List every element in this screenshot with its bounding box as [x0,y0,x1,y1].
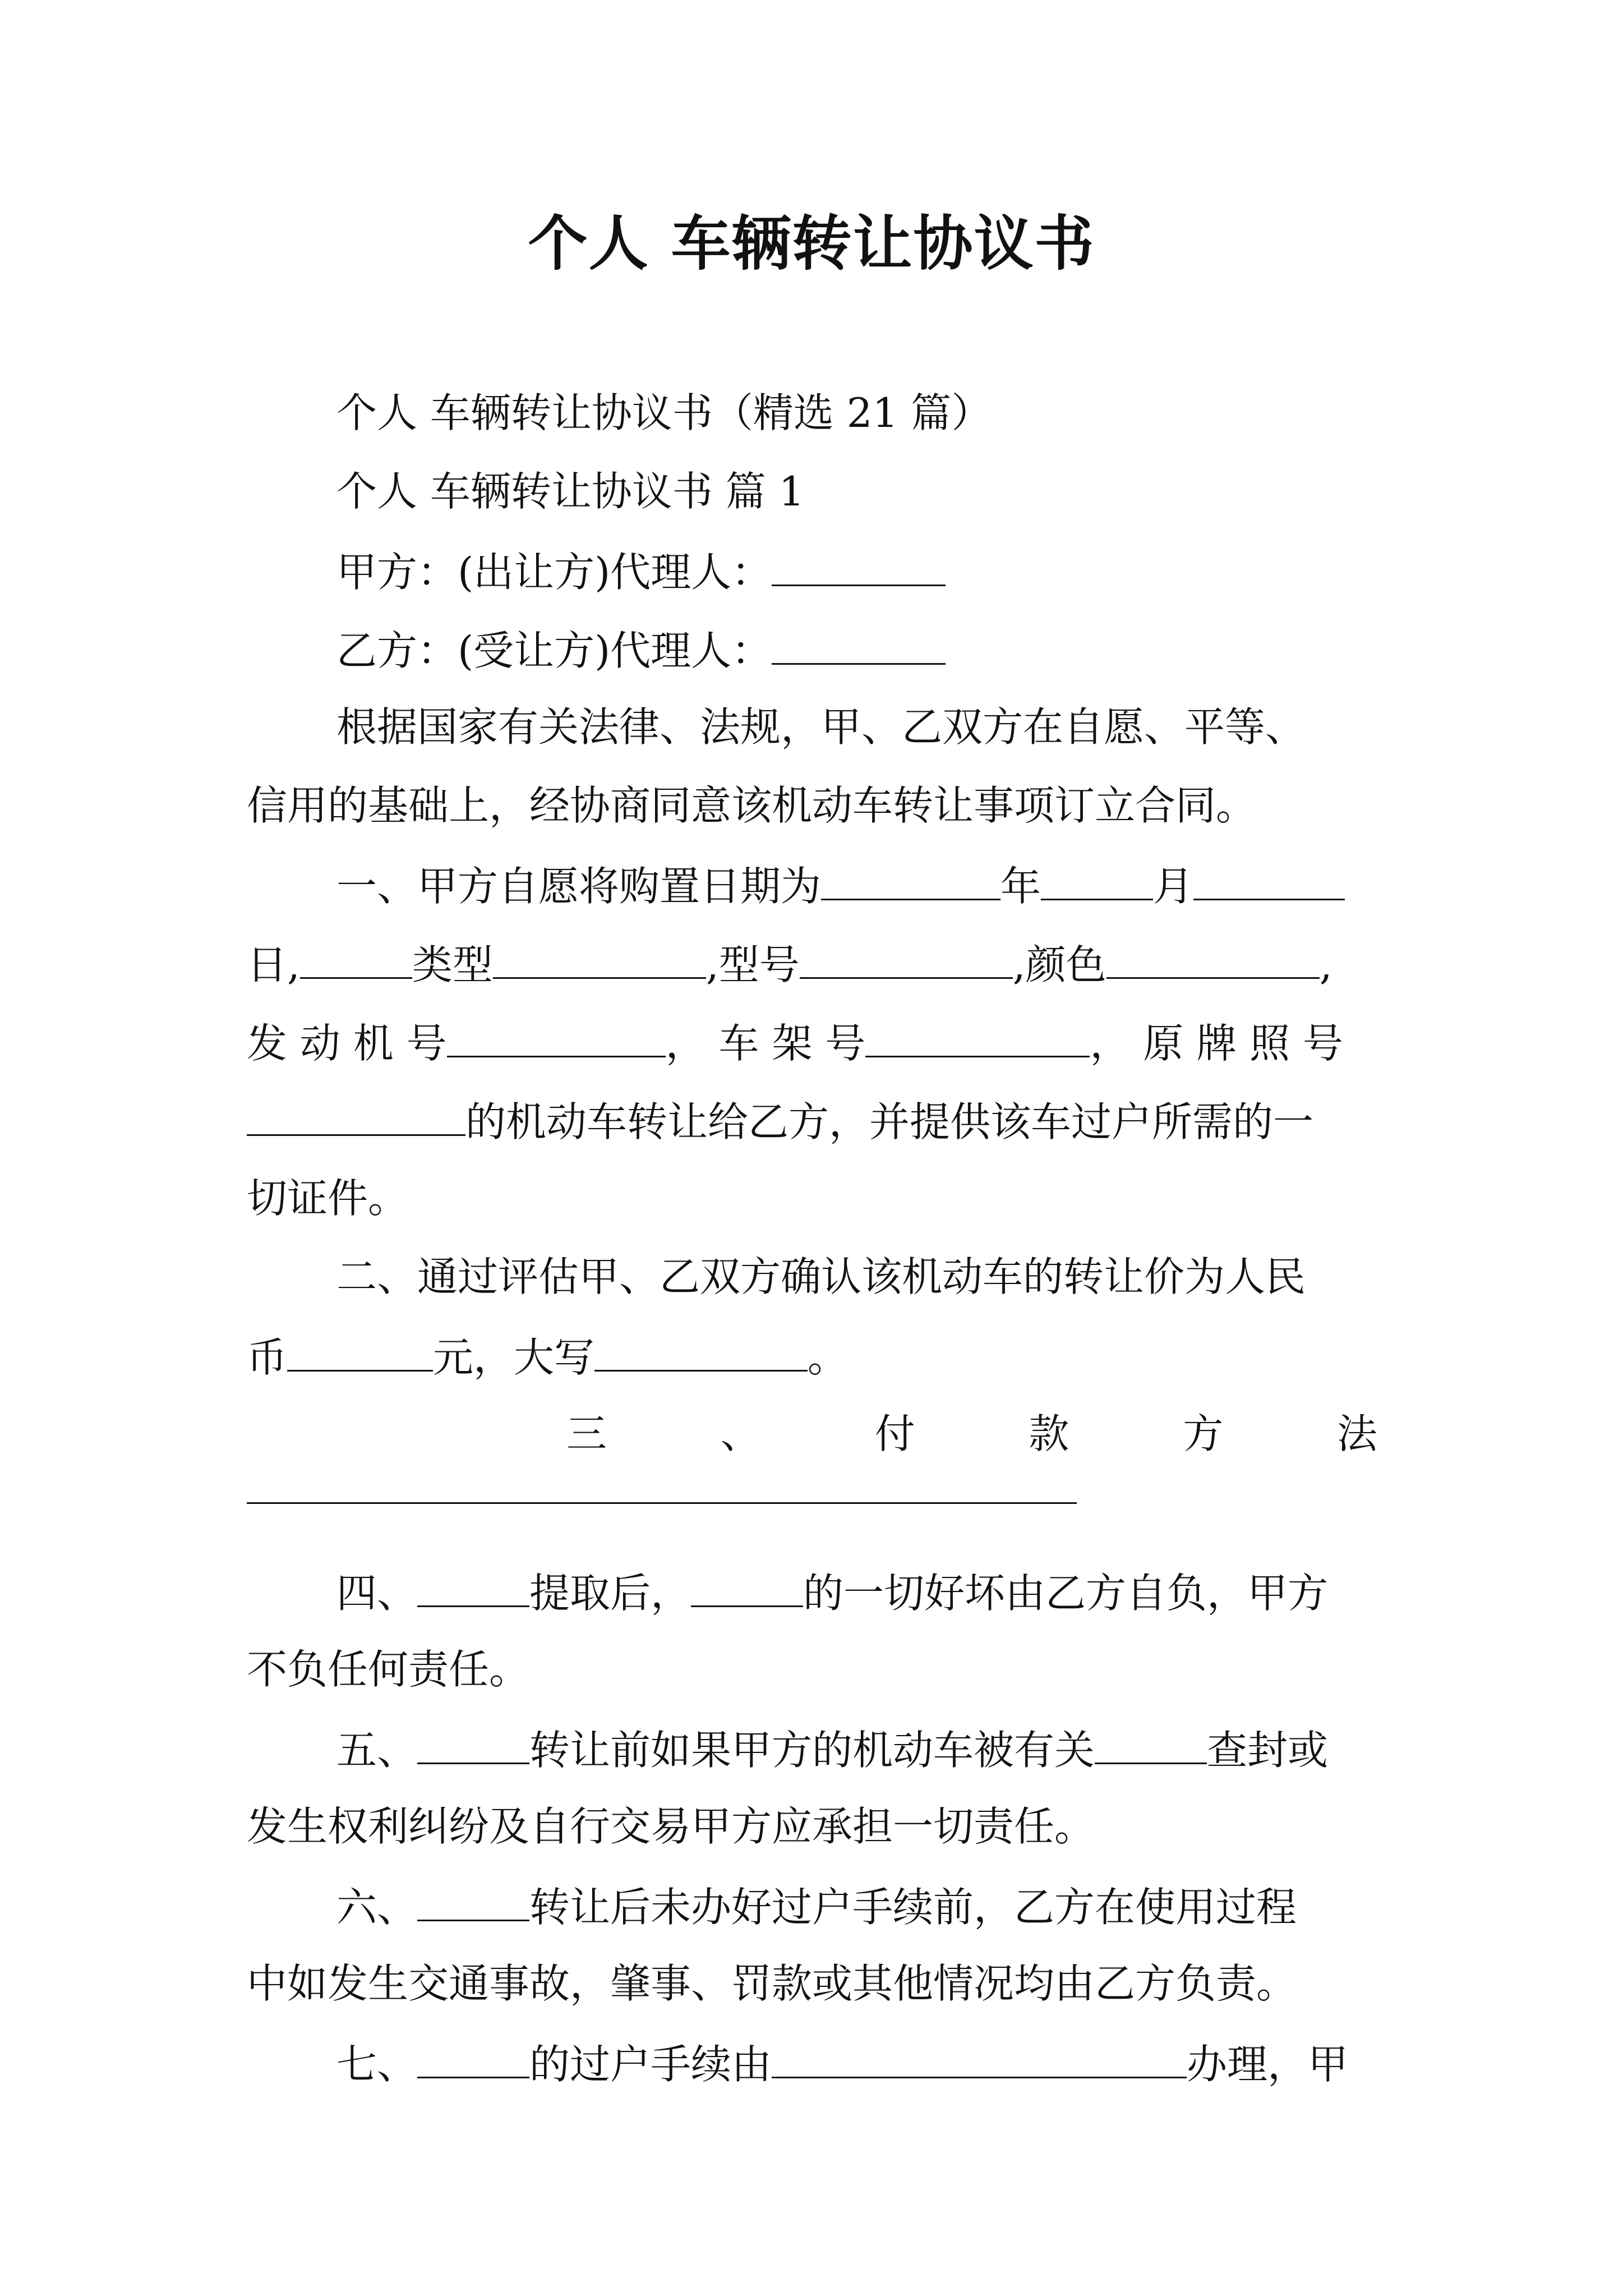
clause-1-line-2 [247,941,1332,988]
frame-label: ， 车 架 号 [665,1020,866,1067]
clause-4-number: 四、 [336,1570,418,1617]
clause-1-line-1 [336,863,1345,910]
clause-1-text: 的机动车转让给乙方，并提供该车过户所需的一 [465,1098,1314,1145]
month-label: 月 [1153,863,1194,910]
blank-field [417,2042,529,2078]
plate-label: ， 原 牌 照 号 [1090,1020,1343,1067]
clause-2-line-1: 二、通过评估甲、乙双方确认该机动车的转让价为人民 [336,1253,1306,1300]
clause-3-char: 、 [720,1410,761,1457]
clause-3-char: 方 [1183,1410,1224,1457]
color-label: ,颜色 [1012,941,1106,988]
blank-field [865,1021,1090,1057]
clause-6-line-1 [336,1884,1297,1931]
blank-field [772,2042,1187,2078]
subtitle: 个人 车辆转让协议书（精选 21 篇） [336,389,992,436]
clause-3-blank-line [247,1470,1077,1510]
amount-label: 元，大写 [433,1334,595,1381]
clause-3-char: 款 [1029,1410,1069,1457]
blank-field [594,1335,808,1372]
blank-field [691,1571,803,1607]
blank-field [1193,864,1345,900]
document-title: 个人 车辆转让协议书 [528,208,1095,278]
clause-4-line-1 [336,1570,1329,1617]
year-label: 年 [1000,863,1041,910]
article-heading: 个人 车辆转让协议书 篇 1 [336,468,805,515]
clause-1-text: 一、甲方自愿将购置日期为 [336,863,822,910]
blank-field [821,864,1000,900]
clause-1-line-5: 切证件。 [247,1175,409,1222]
blank-field [417,1885,529,1921]
clause-1-line-4 [247,1098,1314,1145]
type-label: 类型 [412,941,493,988]
blank-field [417,1728,529,1764]
blank-field [772,628,946,665]
clause-2-line-2 [247,1334,849,1381]
blank-field [800,942,1013,979]
clause-3-char: 法 [1336,1410,1377,1457]
blank-field [417,1571,529,1607]
blank-field [447,1021,666,1057]
clause-5-line-2: 发生权利纠纷及自行交易甲方应承担一切责任。 [247,1803,1095,1850]
blank-field [493,942,706,979]
blank-field [1095,1728,1207,1764]
model-label: ,型号 [706,941,800,988]
blank-field [300,942,412,979]
currency-label: 币 [247,1334,288,1381]
blank-field [1041,864,1153,900]
clause-6-text: 转让后未办好过户手续前，乙方在使用过程 [529,1884,1297,1931]
clause-3-char: 付 [874,1410,915,1457]
clause-7-number: 七、 [336,2041,418,2088]
clause-5-text: 转让前如果甲方的机动车被有关 [529,1727,1095,1774]
engine-label: 发 动 机 号 [247,1020,447,1067]
party-b-label: 乙方：(受让方)代理人： [336,627,772,674]
clause-7-text: 办理，甲 [1187,2041,1349,2088]
period: 。 [808,1334,849,1381]
intro-line-1: 根据国家有关法律、法规，甲、乙双方在自愿、平等、 [336,703,1306,751]
clause-3-heading [566,1410,1377,1457]
blank-field [247,1474,1077,1504]
clause-6-number: 六、 [336,1884,418,1931]
clause-1-line-3 [247,1020,1343,1067]
clause-5-line-1 [336,1727,1329,1774]
comma: , [1319,941,1332,988]
intro-line-2: 信用的基础上，经协商同意该机动车转让事项订立合同。 [247,782,1257,829]
blank-field [247,1099,465,1136]
clause-5-number: 五、 [336,1727,418,1774]
blank-field [287,1335,433,1372]
clause-6-line-2: 中如发生交通事故，肇事、罚款或其他情况均由乙方负责。 [247,1960,1297,2007]
clause-7-text: 的过户手续由 [529,2041,772,2088]
party-a-line [336,549,946,596]
party-b-line [336,627,946,674]
blank-field [1106,942,1320,979]
day-label: 日, [247,941,300,988]
clause-4-text: 提取后， [529,1570,691,1617]
clause-7-line-1 [336,2041,1349,2088]
clause-5-text: 查封或 [1207,1727,1329,1774]
blank-field [772,550,946,586]
clause-4-line-2: 不负任何责任。 [247,1646,530,1693]
clause-4-text: 的一切好坏由乙方自负，甲方 [803,1570,1329,1617]
party-a-label: 甲方：(出让方)代理人： [336,549,772,596]
clause-3-char: 三 [566,1410,607,1457]
